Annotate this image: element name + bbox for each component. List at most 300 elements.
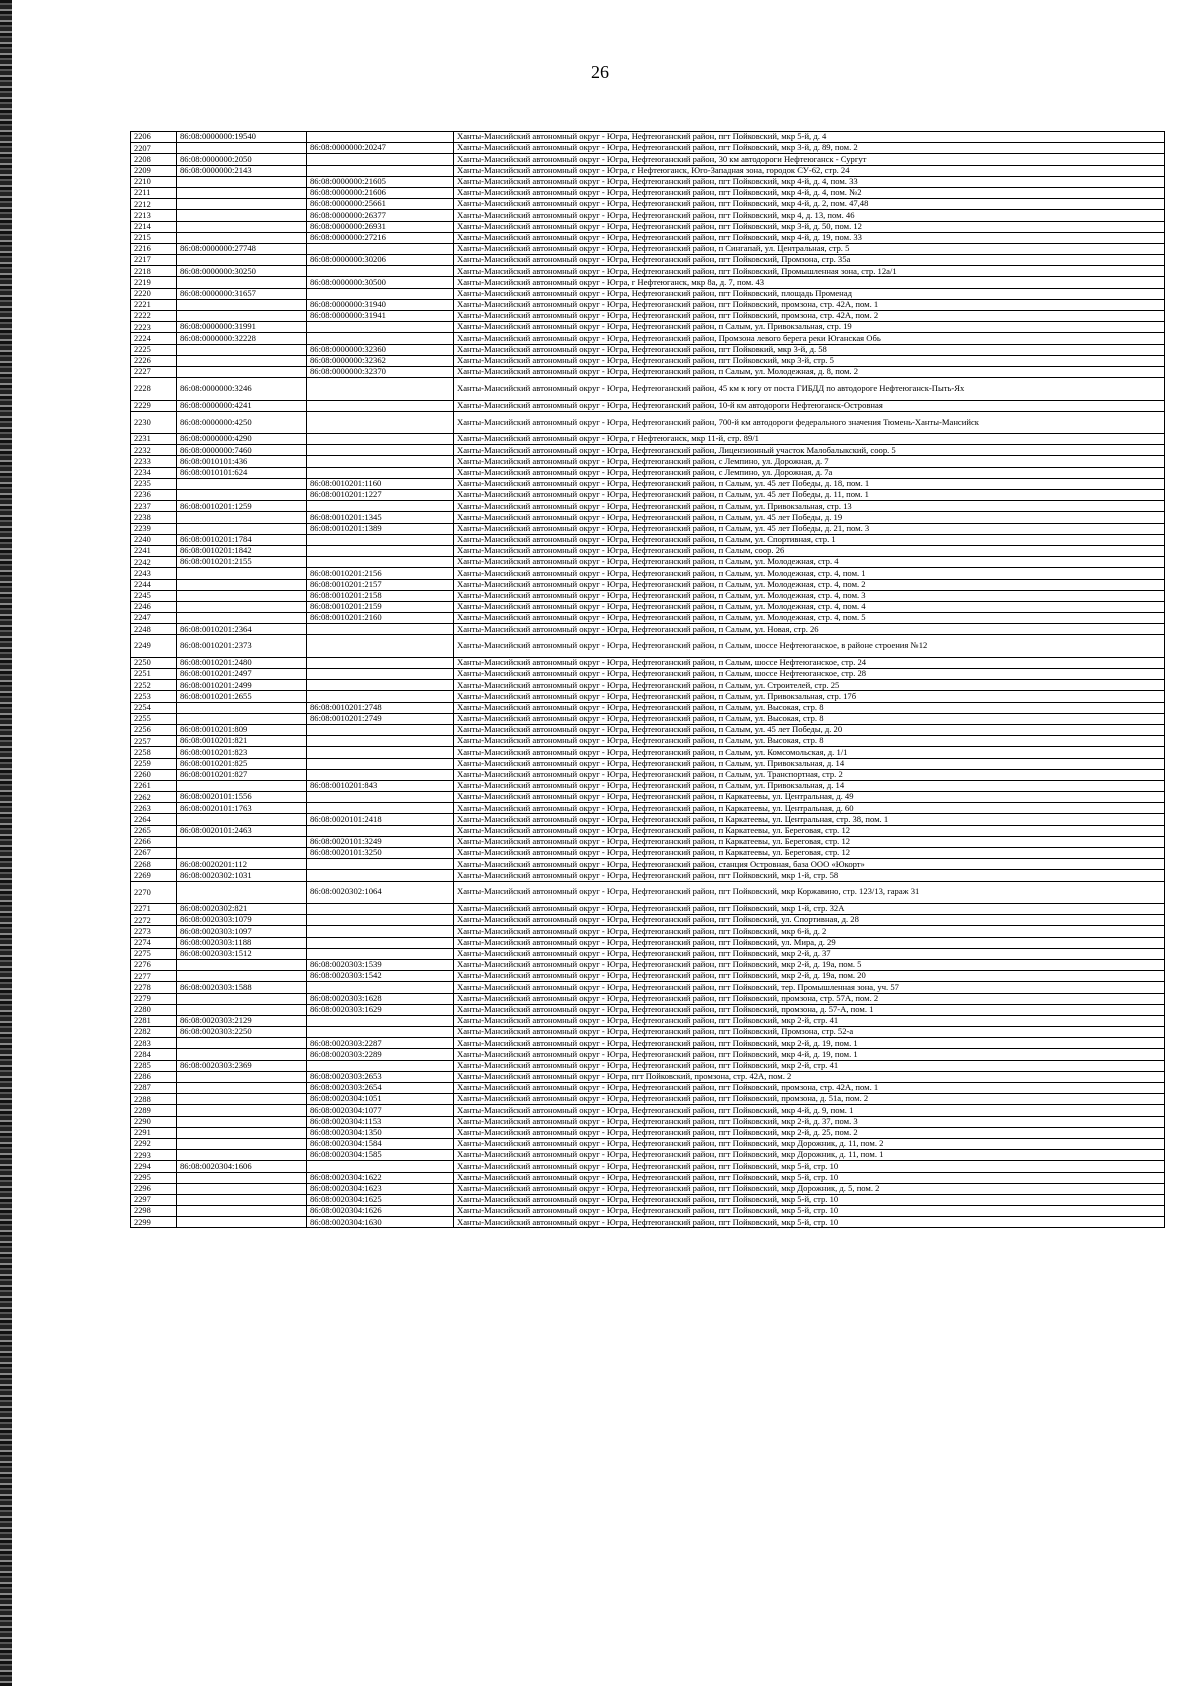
cadastral-number-parcel (177, 702, 307, 713)
row-number: 2279 (131, 993, 177, 1004)
table-row (131, 758, 1165, 769)
cadastral-number-parcel (177, 277, 307, 288)
scan-edge (0, 0, 12, 1686)
cadastral-number-premises (307, 333, 454, 344)
cadastral-number-parcel: 86:08:0010201:1259 (177, 501, 307, 512)
address: Ханты-Мансийский автономный округ - Югра, Нефтеюганский район, пгт Пойковский, мкр 5-й, стр. 10 (454, 1217, 1165, 1228)
address: Ханты-Мансийский автономный округ - Югра, Нефтеюганский район, п Каркатеевы, ул. Береговая, стр. 12 (454, 836, 1165, 847)
address: Ханты-Мансийский автономный округ - Югра, Нефтеюганский район, пгт Пойковский, Промышленная зона, стр. 12а/1 (454, 266, 1165, 277)
row-number: 2280 (131, 1004, 177, 1015)
address: Ханты-Мансийский автономный округ - Югра, Нефтеюганский район, пгт Пойковский, промзона, стр. 42А, пом. 1 (454, 299, 1165, 310)
row-number: 2267 (131, 848, 177, 859)
row-number: 2289 (131, 1105, 177, 1116)
address: Ханты-Мансийский автономный округ - Югра, Нефтеюганский район, пгт Пойковский, тер. Промышленная зона, уч. 57 (454, 982, 1165, 993)
row-number: 2263 (131, 803, 177, 814)
table-row (131, 937, 1165, 948)
cadastral-number-premises: 86:08:0020304:1350 (307, 1127, 454, 1138)
address: Ханты-Мансийский автономный округ - Югра, Нефтеюганский район, п Салым, ул. Комсомольская, д. 1/1 (454, 747, 1165, 758)
address: Ханты-Мансийский автономный округ - Югра, Нефтеюганский район, п Салым, шоссе Нефтеюганское, стр. 24 (454, 657, 1165, 668)
address: Ханты-Мансийский автономный округ - Югра, Нефтеюганский район, пгт Пойковский, промзона, д. 57-А, пом. 1 (454, 1004, 1165, 1015)
table-row (131, 333, 1165, 344)
table-row (131, 713, 1165, 724)
cadastral-number-premises: 86:08:0020101:2418 (307, 814, 454, 825)
row-number: 2241 (131, 545, 177, 556)
cadastral-number-parcel: 86:08:0010201:2655 (177, 691, 307, 702)
table-row (131, 445, 1165, 456)
address: Ханты-Мансийский автономный округ - Югра, Нефтеюганский район, пгт Пойковкий, мкр 3-й, д. 58 (454, 344, 1165, 355)
table-row (131, 232, 1165, 243)
cadastral-number-parcel: 86:08:0020303:1188 (177, 937, 307, 948)
row-number: 2230 (131, 411, 177, 433)
cadastral-number-parcel: 86:08:0000000:3246 (177, 378, 307, 400)
cadastral-number-premises: 86:08:0010201:2158 (307, 590, 454, 601)
table-row (131, 1071, 1165, 1082)
cadastral-number-premises: 86:08:0010201:843 (307, 780, 454, 791)
cadastral-number-premises (307, 904, 454, 915)
cadastral-number-parcel (177, 1150, 307, 1161)
table-row (131, 1094, 1165, 1105)
address: Ханты-Мансийский автономный округ - Югра, Нефтеюганский район, п Салым, ул. 45 лет Победы, д. 19 (454, 512, 1165, 523)
cadastral-number-parcel (177, 1138, 307, 1149)
cadastral-number-premises (307, 870, 454, 881)
address: Ханты-Мансийский автономный округ - Югра, Нефтеюганский район, пгт Пойковский, ул. Мира, д. 29 (454, 937, 1165, 948)
cadastral-number-premises: 86:08:0000000:26931 (307, 221, 454, 232)
cadastral-number-parcel (177, 512, 307, 523)
address: Ханты-Мансийский автономный округ - Югра, Нефтеюганский район, пгт Пойковский, мкр Дорожник, д. 11, пом. 1 (454, 1150, 1165, 1161)
cadastral-number-premises: 86:08:0020101:3249 (307, 836, 454, 847)
cadastral-number-parcel: 86:08:0020101:1763 (177, 803, 307, 814)
address: Ханты-Мансийский автономный округ - Югра, Нефтеюганский район, 30 км автодороги Нефтеюганск - Сургут (454, 154, 1165, 165)
cadastral-number-parcel: 86:08:0000000:19540 (177, 132, 307, 143)
address: Ханты-Мансийский автономный округ - Югра, Нефтеюганский район, п Салым, ул. 45 лет Победы, д. 20 (454, 724, 1165, 735)
address: Ханты-Мансийский автономный округ - Югра, Нефтеюганский район, пгт Пойковский, мкр 1-й, стр. 58 (454, 870, 1165, 881)
table-row (131, 1105, 1165, 1116)
row-number: 2260 (131, 769, 177, 780)
row-number: 2272 (131, 915, 177, 926)
address: Ханты-Мансийский автономный округ - Югра, Нефтеюганский район, пгт Пойковский, мкр 4, д. 13, пом. 46 (454, 210, 1165, 221)
table-row (131, 1150, 1165, 1161)
table-row (131, 1206, 1165, 1217)
cadastral-number-premises: 86:08:0000000:31941 (307, 311, 454, 322)
address: Ханты-Мансийский автономный округ - Югра, Нефтеюганский район, пгт Пойковский, промзона, стр. 42А, пом. 2 (454, 311, 1165, 322)
address: Ханты-Мансийский автономный округ - Югра, Нефтеюганский район, пгт Пойковский, мкр Дорожник, д. 11, пом. 2 (454, 1138, 1165, 1149)
cadastral-number-premises: 86:08:0020303:1629 (307, 1004, 454, 1015)
row-number: 2296 (131, 1183, 177, 1194)
row-number: 2220 (131, 288, 177, 299)
row-number: 2275 (131, 948, 177, 959)
address: Ханты-Мансийский автономный округ - Югра, Нефтеюганский район, пгт Пойковский, мкр 5-й, стр. 10 (454, 1206, 1165, 1217)
cadastral-number-parcel (177, 579, 307, 590)
cadastral-number-parcel: 86:08:0020303:2369 (177, 1060, 307, 1071)
row-number: 2225 (131, 344, 177, 355)
address: Ханты-Мансийский автономный округ - Югра, Нефтеюганский район, станция Островная, база ООО «Юкорт» (454, 859, 1165, 870)
cadastral-number-premises (307, 132, 454, 143)
cadastral-number-parcel: 86:08:0010201:1842 (177, 545, 307, 556)
table-row (131, 624, 1165, 635)
row-number: 2207 (131, 143, 177, 154)
row-number: 2228 (131, 378, 177, 400)
table-row (131, 926, 1165, 937)
cadastral-number-parcel (177, 590, 307, 601)
row-number: 2258 (131, 747, 177, 758)
cadastral-number-parcel (177, 232, 307, 243)
cadastral-number-parcel: 86:08:0010201:2480 (177, 657, 307, 668)
table-row (131, 557, 1165, 568)
row-number: 2239 (131, 523, 177, 534)
row-number: 2221 (131, 299, 177, 310)
cadastral-number-premises: 86:08:0000000:21606 (307, 187, 454, 198)
row-number: 2237 (131, 501, 177, 512)
row-number: 2229 (131, 400, 177, 411)
row-number: 2250 (131, 657, 177, 668)
table-row (131, 1004, 1165, 1015)
cadastral-number-parcel: 86:08:0000000:2050 (177, 154, 307, 165)
cadastral-number-premises: 86:08:0000000:32362 (307, 355, 454, 366)
cadastral-number-parcel (177, 1172, 307, 1183)
table-row (131, 736, 1165, 747)
cadastral-number-premises (307, 322, 454, 333)
cadastral-number-premises (307, 747, 454, 758)
cadastral-number-parcel: 86:08:0000000:7460 (177, 445, 307, 456)
row-number: 2274 (131, 937, 177, 948)
address: Ханты-Мансийский автономный округ - Югра, Нефтеюганский район, п Салым, ул. 45 лет Победы, д. 18, пом. 1 (454, 478, 1165, 489)
cadastral-number-premises (307, 1027, 454, 1038)
cadastral-number-parcel (177, 299, 307, 310)
address: Ханты-Мансийский автономный округ - Югра, Нефтеюганский район, п Салым, ул. Молодежная, стр. 4, пом. 2 (454, 579, 1165, 590)
row-number: 2234 (131, 467, 177, 478)
table-row (131, 579, 1165, 590)
row-number: 2270 (131, 881, 177, 903)
cadastral-number-premises (307, 792, 454, 803)
cadastral-number-premises (307, 724, 454, 735)
table-row (131, 1060, 1165, 1071)
cadastral-number-parcel (177, 221, 307, 232)
table-row (131, 344, 1165, 355)
address: Ханты-Мансийский автономный округ - Югра, Нефтеюганский район, пгт Пойковский, мкр 3-й, стр. 5 (454, 355, 1165, 366)
cadastral-number-parcel (177, 1206, 307, 1217)
table-row (131, 724, 1165, 735)
cadastral-number-parcel: 86:08:0020302:1031 (177, 870, 307, 881)
address: Ханты-Мансийский автономный округ - Югра, пгт Пойковский, промзона, стр. 42А, пом. 2 (454, 1071, 1165, 1082)
cadastral-number-parcel: 86:08:0020303:1097 (177, 926, 307, 937)
row-number: 2242 (131, 557, 177, 568)
table-row (131, 613, 1165, 624)
table-row (131, 1015, 1165, 1026)
row-number: 2206 (131, 132, 177, 143)
row-number: 2284 (131, 1049, 177, 1060)
address: Ханты-Мансийский автономный округ - Югра, Нефтеюганский район, пгт Пойковский, мкр 2-й, д. 37 (454, 948, 1165, 959)
cadastral-number-parcel: 86:08:0010101:624 (177, 467, 307, 478)
address: Ханты-Мансийский автономный округ - Югра, Нефтеюганский район, пгт Пойковский, мкр 3-й, д. 50, пом. 12 (454, 221, 1165, 232)
address: Ханты-Мансийский автономный округ - Югра, г Нефтеюганск, мкр 8а, д. 7, пом. 43 (454, 277, 1165, 288)
cadastral-number-parcel (177, 311, 307, 322)
cadastral-number-premises (307, 803, 454, 814)
cadastral-number-premises: 86:08:0010201:2157 (307, 579, 454, 590)
cadastral-number-premises: 86:08:0010201:2159 (307, 601, 454, 612)
cadastral-number-parcel: 86:08:0010201:809 (177, 724, 307, 735)
cadastral-number-premises (307, 691, 454, 702)
row-number: 2295 (131, 1172, 177, 1183)
table-row (131, 187, 1165, 198)
table-row (131, 378, 1165, 400)
cadastral-number-parcel (177, 478, 307, 489)
address: Ханты-Мансийский автономный округ - Югра, Нефтеюганский район, пгт Пойковский, мкр Дорожник, д. 5, пом. 2 (454, 1183, 1165, 1194)
table-row (131, 1217, 1165, 1228)
cadastral-number-premises: 86:08:0020304:1585 (307, 1150, 454, 1161)
row-number: 2232 (131, 445, 177, 456)
cadastral-number-parcel: 86:08:0020302:821 (177, 904, 307, 915)
address: Ханты-Мансийский автономный округ - Югра, г Нефтеюганск, мкр 11-й, стр. 89/1 (454, 434, 1165, 445)
table-row (131, 747, 1165, 758)
row-number: 2224 (131, 333, 177, 344)
table-row (131, 1038, 1165, 1049)
address: Ханты-Мансийский автономный округ - Югра, Нефтеюганский район, п Салым, ул. Транспортная, стр. 2 (454, 769, 1165, 780)
row-number: 2218 (131, 266, 177, 277)
cadastral-number-premises: 86:08:0020303:2653 (307, 1071, 454, 1082)
cadastral-number-parcel: 86:08:0020303:1512 (177, 948, 307, 959)
address: Ханты-Мансийский автономный округ - Югра, Нефтеюганский район, п Каркатеевы, ул. Центральная, д. 49 (454, 792, 1165, 803)
table-row (131, 176, 1165, 187)
row-number: 2290 (131, 1116, 177, 1127)
cadastral-number-premises (307, 948, 454, 959)
cadastral-number-parcel (177, 1194, 307, 1205)
cadastral-number-premises: 86:08:0010201:1345 (307, 512, 454, 523)
address: Ханты-Мансийский автономный округ - Югра, Нефтеюганский район, п Салым, ул. Высокая, стр. 8 (454, 713, 1165, 724)
cadastral-number-premises: 86:08:0020303:1542 (307, 971, 454, 982)
table-row (131, 1172, 1165, 1183)
address: Ханты-Мансийский автономный округ - Югра, Нефтеюганский район, пгт Пойковский, Промзона, стр. 35а (454, 255, 1165, 266)
address: Ханты-Мансийский автономный округ - Югра, Нефтеюганский район, п Салым, ул. Молодежная, стр. 4, пом. 4 (454, 601, 1165, 612)
row-number: 2273 (131, 926, 177, 937)
cadastral-number-premises: 86:08:0010201:2160 (307, 613, 454, 624)
cadastral-number-premises: 86:08:0020304:1622 (307, 1172, 454, 1183)
table-row (131, 691, 1165, 702)
address: Ханты-Мансийский автономный округ - Югра, Нефтеюганский район, пгт Пойковский, мкр 2-й, д. 19, пом. 1 (454, 1038, 1165, 1049)
cadastral-number-parcel: 86:08:0020101:1556 (177, 792, 307, 803)
address: Ханты-Мансийский автономный округ - Югра, Нефтеюганский район, п Салым, ул. Молодежная, стр. 4, пом. 3 (454, 590, 1165, 601)
cadastral-number-parcel (177, 1183, 307, 1194)
row-number: 2244 (131, 579, 177, 590)
address: Ханты-Мансийский автономный округ - Югра, Нефтеюганский район, п Салым, ул. Привокзальная, стр. 19 (454, 322, 1165, 333)
cadastral-number-premises: 86:08:0010201:2748 (307, 702, 454, 713)
cadastral-number-parcel: 86:08:0000000:2143 (177, 165, 307, 176)
table-row (131, 165, 1165, 176)
cadastral-number-premises (307, 736, 454, 747)
cadastral-number-premises (307, 534, 454, 545)
row-number: 2235 (131, 478, 177, 489)
address: Ханты-Мансийский автономный округ - Югра, Нефтеюганский район, пгт Пойковский, мкр 2-й, стр. 41 (454, 1015, 1165, 1026)
cadastral-number-parcel (177, 959, 307, 970)
table-row (131, 590, 1165, 601)
cadastral-number-parcel (177, 1038, 307, 1049)
cadastral-number-parcel (177, 1049, 307, 1060)
address: Ханты-Мансийский автономный округ - Югра, Нефтеюганский район, пгт Пойковский, промзона, стр. 42А, пом. 1 (454, 1083, 1165, 1094)
address: Ханты-Мансийский автономный округ - Югра, Нефтеюганский район, п Салым, шоссе Нефтеюганское, в районе строения №12 (454, 635, 1165, 657)
cadastral-number-parcel: 86:08:0010201:2155 (177, 557, 307, 568)
address: Ханты-Мансийский автономный округ - Югра, Нефтеюганский район, пгт Пойковский, мкр 1-й, стр. 32А (454, 904, 1165, 915)
table-row (131, 400, 1165, 411)
address: Ханты-Мансийский автономный округ - Югра, Нефтеюганский район, п Салым, ул. 45 лет Победы, д. 11, пом. 1 (454, 490, 1165, 501)
cadastral-number-premises: 86:08:0020304:1626 (307, 1206, 454, 1217)
row-number: 2255 (131, 713, 177, 724)
cadastral-number-parcel: 86:08:0000000:27748 (177, 243, 307, 254)
cadastral-number-premises (307, 635, 454, 657)
cadastral-number-parcel (177, 1127, 307, 1138)
cadastral-number-parcel (177, 993, 307, 1004)
cadastral-number-premises: 86:08:0000000:30500 (307, 277, 454, 288)
address: Ханты-Мансийский автономный округ - Югра, Нефтеюганский район, пгт Пойковский, мкр 4-й, д. 4, пом. 33 (454, 176, 1165, 187)
table-row (131, 322, 1165, 333)
row-number: 2254 (131, 702, 177, 713)
address: Ханты-Мансийский автономный округ - Югра, Нефтеюганский район, п Каркатеевы, ул. Береговая, стр. 12 (454, 825, 1165, 836)
cadastral-number-parcel (177, 713, 307, 724)
row-number: 2246 (131, 601, 177, 612)
table-row (131, 792, 1165, 803)
cadastral-number-premises (307, 769, 454, 780)
row-number: 2277 (131, 971, 177, 982)
table-row (131, 848, 1165, 859)
row-number: 2217 (131, 255, 177, 266)
row-number: 2299 (131, 1217, 177, 1228)
table-row (131, 669, 1165, 680)
table-row (131, 411, 1165, 433)
cadastral-number-premises: 86:08:0020304:1630 (307, 1217, 454, 1228)
cadastral-number-premises (307, 657, 454, 668)
cadastral-number-premises (307, 165, 454, 176)
cadastral-number-parcel (177, 143, 307, 154)
cadastral-number-parcel: 86:08:0000000:4241 (177, 400, 307, 411)
row-number: 2233 (131, 456, 177, 467)
cadastral-number-premises: 86:08:0020304:1153 (307, 1116, 454, 1127)
table-row (131, 1138, 1165, 1149)
cadastral-number-premises: 86:08:0020303:1628 (307, 993, 454, 1004)
row-number: 2286 (131, 1071, 177, 1082)
table-row (131, 601, 1165, 612)
cadastral-number-premises (307, 859, 454, 870)
address: Ханты-Мансийский автономный округ - Югра, Нефтеюганский район, пгт Пойковский, мкр 4-й, д. 2, пом. 47,48 (454, 199, 1165, 210)
address: Ханты-Мансийский автономный округ - Югра, Нефтеюганский район, пгт Пойковский, мкр 5-й, стр. 10 (454, 1172, 1165, 1183)
address: Ханты-Мансийский автономный округ - Югра, Нефтеюганский район, п Салым, ул. Молодежная, стр. 4 (454, 557, 1165, 568)
table-row (131, 769, 1165, 780)
cadastral-number-premises (307, 825, 454, 836)
cadastral-number-premises (307, 680, 454, 691)
cadastral-number-parcel (177, 836, 307, 847)
table-row (131, 512, 1165, 523)
row-number: 2214 (131, 221, 177, 232)
table-row (131, 534, 1165, 545)
cadastral-number-premises: 86:08:0020304:1625 (307, 1194, 454, 1205)
row-number: 2269 (131, 870, 177, 881)
cadastral-number-parcel (177, 814, 307, 825)
row-number: 2262 (131, 792, 177, 803)
row-number: 2268 (131, 859, 177, 870)
table-row (131, 993, 1165, 1004)
table-row (131, 948, 1165, 959)
row-number: 2208 (131, 154, 177, 165)
cadastral-number-parcel (177, 780, 307, 791)
address: Ханты-Мансийский автономный округ - Югра, Нефтеюганский район, пгт Пойковский, мкр 2-й, д. 19а, пом. 20 (454, 971, 1165, 982)
address: Ханты-Мансийский автономный округ - Югра, Нефтеюганский район, п Салым, ул. Молодежная, д. 8, пом. 2 (454, 366, 1165, 377)
cadastral-number-parcel: 86:08:0000000:4250 (177, 411, 307, 433)
row-number: 2293 (131, 1150, 177, 1161)
address: Ханты-Мансийский автономный округ - Югра, Нефтеюганский район, пгт Пойковский, промзона, д. 51а, пом. 2 (454, 1094, 1165, 1105)
address: Ханты-Мансийский автономный округ - Югра, Нефтеюганский район, пгт Пойковский, площадь Променад (454, 288, 1165, 299)
address: Ханты-Мансийский автономный округ - Югра, Нефтеюганский район, пгт Пойковский, ул. Спортивная, д. 28 (454, 915, 1165, 926)
cadastral-number-parcel (177, 355, 307, 366)
cadastral-number-premises (307, 557, 454, 568)
cadastral-number-parcel: 86:08:0000000:31657 (177, 288, 307, 299)
address: Ханты-Мансийский автономный округ - Югра, Нефтеюганский район, пгт Пойковский, мкр 2-й, д. 25, пом. 2 (454, 1127, 1165, 1138)
address: Ханты-Мансийский автономный округ - Югра, Нефтеюганский район, пгт Пойковский, мкр 2-й, стр. 41 (454, 1060, 1165, 1071)
cadastral-number-premises (307, 1060, 454, 1071)
cadastral-number-premises: 86:08:0000000:25661 (307, 199, 454, 210)
cadastral-number-premises (307, 400, 454, 411)
cadastral-number-premises (307, 758, 454, 769)
table-row (131, 982, 1165, 993)
address: Ханты-Мансийский автономный округ - Югра, Нефтеюганский район, п Салым, ул. Молодежная, стр. 4, пом. 1 (454, 568, 1165, 579)
cadastral-number-parcel (177, 601, 307, 612)
cadastral-number-premises: 86:08:0020304:1584 (307, 1138, 454, 1149)
cadastral-number-premises (307, 545, 454, 556)
cadastral-number-premises: 86:08:0020304:1051 (307, 1094, 454, 1105)
cadastral-number-premises: 86:08:0000000:20247 (307, 143, 454, 154)
table-row (131, 971, 1165, 982)
cadastral-number-parcel: 86:08:0010201:2499 (177, 680, 307, 691)
address: Ханты-Мансийский автономный округ - Югра, Нефтеюганский район, п Салым, ул. Высокая, стр. 8 (454, 736, 1165, 747)
row-number: 2292 (131, 1138, 177, 1149)
row-number: 2261 (131, 780, 177, 791)
table-row (131, 680, 1165, 691)
table-row (131, 277, 1165, 288)
row-number: 2287 (131, 1083, 177, 1094)
cadastral-number-premises (307, 266, 454, 277)
address: Ханты-Мансийский автономный округ - Югра, Нефтеюганский район, пгт Пойковский, мкр 4-й, д. 4, пом. №2 (454, 187, 1165, 198)
table-row (131, 959, 1165, 970)
address: Ханты-Мансийский автономный округ - Югра, Нефтеюганский район, пгт Пойковский, мкр 6-й, д. 2 (454, 926, 1165, 937)
row-number: 2248 (131, 624, 177, 635)
row-number: 2266 (131, 836, 177, 847)
cadastral-number-premises: 86:08:0020303:2289 (307, 1049, 454, 1060)
cadastral-number-parcel: 86:08:0020101:2463 (177, 825, 307, 836)
address: Ханты-Мансийский автономный округ - Югра, Нефтеюганский район, п Салым, ул. Привокзальная, стр. 13 (454, 501, 1165, 512)
cadastral-number-parcel: 86:08:0020303:1588 (177, 982, 307, 993)
address: Ханты-Мансийский автономный округ - Югра, Нефтеюганский район, п Салым, соор. 26 (454, 545, 1165, 556)
cadastral-number-premises: 86:08:0020304:1077 (307, 1105, 454, 1116)
address: Ханты-Мансийский автономный округ - Югра, Нефтеюганский район, п Салым, ул. Привокзальная, д. 14 (454, 758, 1165, 769)
address: Ханты-Мансийский автономный округ - Югра, Нефтеюганский район, пгт Пойковский, промзона, стр. 57А, пом. 2 (454, 993, 1165, 1004)
table-row (131, 478, 1165, 489)
table-row (131, 1116, 1165, 1127)
table-row (131, 814, 1165, 825)
cadastral-number-parcel: 86:08:0010201:821 (177, 736, 307, 747)
address: Ханты-Мансийский автономный округ - Югра, Нефтеюганский район, п Салым, ул. Привокзальная, стр. 17б (454, 691, 1165, 702)
address: Ханты-Мансийский автономный округ - Югра, Нефтеюганский район, п Салым, ул. Молодежная, стр. 4, пом. 5 (454, 613, 1165, 624)
cadastral-number-parcel (177, 1116, 307, 1127)
row-number: 2281 (131, 1015, 177, 1026)
cadastral-number-premises: 86:08:0010201:1227 (307, 490, 454, 501)
cadastral-number-parcel (177, 176, 307, 187)
cadastral-number-parcel (177, 255, 307, 266)
address: Ханты-Мансийский автономный округ - Югра, Нефтеюганский район, с Лемпино, ул. Дорожная, д. 7а (454, 467, 1165, 478)
row-number: 2265 (131, 825, 177, 836)
row-number: 2251 (131, 669, 177, 680)
table-row (131, 870, 1165, 881)
table-row (131, 266, 1165, 277)
table-row (131, 434, 1165, 445)
row-number: 2298 (131, 1206, 177, 1217)
table-row (131, 456, 1165, 467)
cadastral-number-parcel: 86:08:0020303:2250 (177, 1027, 307, 1038)
